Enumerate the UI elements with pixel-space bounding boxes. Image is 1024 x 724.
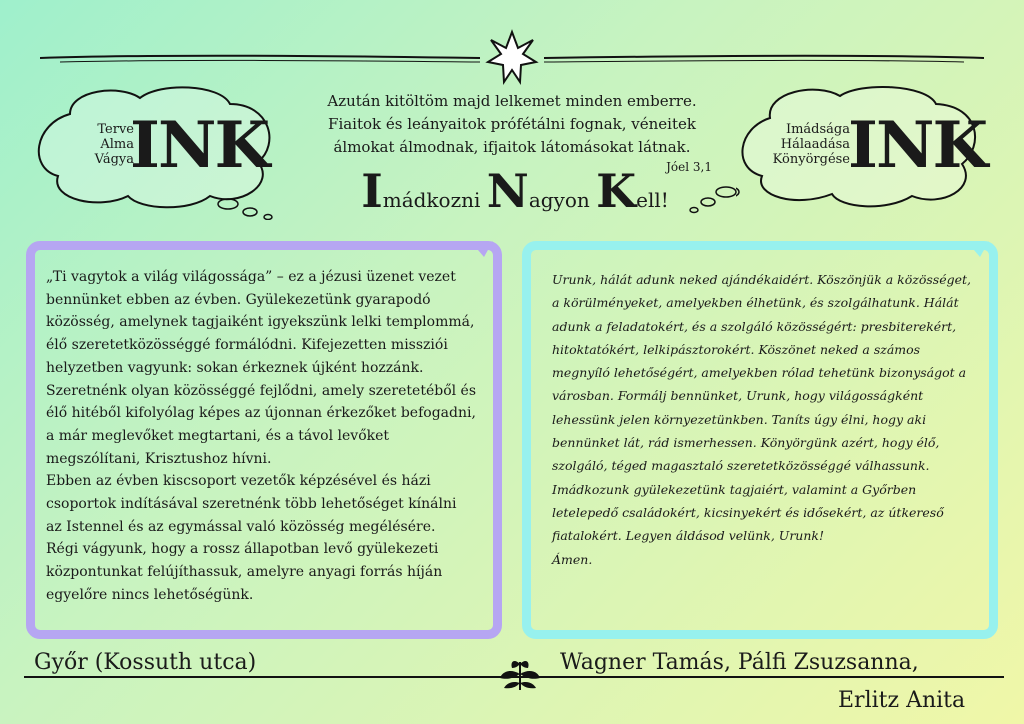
plans-text bbox=[46, 266, 476, 607]
motto-initial-n: N bbox=[486, 164, 529, 218]
prayer-paragraph: Imádkozunk gyülekezetünk tagjaiért, valamint a Győrben letelepedő családokért, kicsinyekért és idősekért, az útkereső fiatalokért. Legyen áldásod velünk, Urunk! bbox=[552, 481, 944, 544]
plans-paragraph: „Ti vagytok a világ világossága” – ez a jézusi üzenet vezet bennünket ebben az évben. Gyülekezetünk gyarapodó közösség, amelynek tagjaiként igyekszünk lelki templommá, élő szeretetközösséggé formálódni. Kifejezetten missziói helyzetben vagyunk: sokan érkeznek újként hozzánk. Szeretnénk olyan közösséggé fejlődni, amely szeretetéből és élő hitéből kifolyólag képes az újonnan érkezőket befogadni, a már meglevőket megtartani, és a távol levőket megszólítani, Krisztushoz hívni. bbox=[46, 269, 477, 467]
motto-word-1: mádkozni bbox=[382, 188, 487, 212]
header-ornament bbox=[40, 28, 984, 88]
motto bbox=[350, 164, 680, 218]
authors-line-2: Erlitz Anita bbox=[838, 688, 966, 713]
authors-line-1: Wagner Tamás, Pálfi Zsuzsanna, bbox=[560, 650, 919, 675]
cloud-word: Vágya bbox=[94, 152, 134, 167]
plans-paragraph: Régi vágyunk, hogy a rossz állapotban levő gyülekezeti központunkat felújíthassuk, amelyre anyagi forrás híján egyelőre nincs lehetőségünk. bbox=[46, 541, 443, 603]
cloud-word: Könyörgése bbox=[772, 152, 850, 167]
right-cloud-ink: INK bbox=[848, 108, 987, 183]
verse-line: Azután kitöltöm majd lelkemet minden emberre. bbox=[327, 92, 697, 110]
verse-reference: Jóel 3,1 bbox=[666, 160, 712, 174]
sprig-icon bbox=[496, 656, 544, 690]
cloud-word: Hálaadása bbox=[780, 137, 850, 152]
motto-initial-k: K bbox=[596, 164, 637, 218]
prayer-paragraph: Urunk, hálát adunk neked ajándékaidért. Köszönjük a közösséget, a körülményeket, amelyekben élhetünk, és szolgálhatunk. Hálát adunk a feladatokért, és a szolgáló közösségért: presbiterekért, hitoktatókért, lelkipásztorokért. Köszönet neked a számos megnyíló lehetőségért, amelyekben rólad tehetünk bizonyságot a városban. Formálj bennünket, Urunk, hogy világosságként lehessünk jelen környezetünkben. Taníts úgy élni, hogy aki bennünket lát, rád ismerhessen. Könyörgünk azért, hogy élő, szolgáló, téged magasztaló szeretetközösséggé válhassunk. bbox=[552, 272, 972, 474]
cloud-word: Alma bbox=[100, 137, 134, 152]
motto-word-3: ell! bbox=[636, 188, 669, 212]
cloud-word: Imádsága bbox=[785, 122, 850, 137]
prayer-paragraph: Ámen. bbox=[552, 551, 593, 567]
star-icon bbox=[488, 32, 536, 82]
verse-line: Fiaitok és leányaitok prófétálni fognak, véneitek bbox=[328, 115, 696, 133]
right-cloud-words bbox=[750, 122, 850, 167]
left-cloud-ink: INK bbox=[130, 108, 269, 183]
plans-paragraph: Ebben az évben kiscsoport vezetők képzésével és házi csoportok indításával szeretnénk több lehetőséget kínálni az Istennel és az egymással való közösség megélésére. bbox=[46, 473, 457, 535]
left-cloud-words bbox=[46, 122, 134, 167]
speech-tail-icon bbox=[974, 241, 998, 265]
prayer-text bbox=[552, 268, 972, 571]
cloud-word: Terve bbox=[97, 122, 134, 137]
left-cloud bbox=[30, 84, 280, 220]
verse-line: álmokat álmodnak, ifjaitok látomásokat látnak. bbox=[333, 138, 691, 156]
motto-initial-i: I bbox=[361, 164, 383, 218]
motto-word-2: agyon bbox=[528, 188, 597, 212]
right-cloud bbox=[736, 84, 986, 220]
congregation-location: Győr (Kossuth utca) bbox=[34, 650, 257, 675]
speech-tail-icon bbox=[478, 241, 502, 265]
bible-verse bbox=[312, 90, 712, 159]
